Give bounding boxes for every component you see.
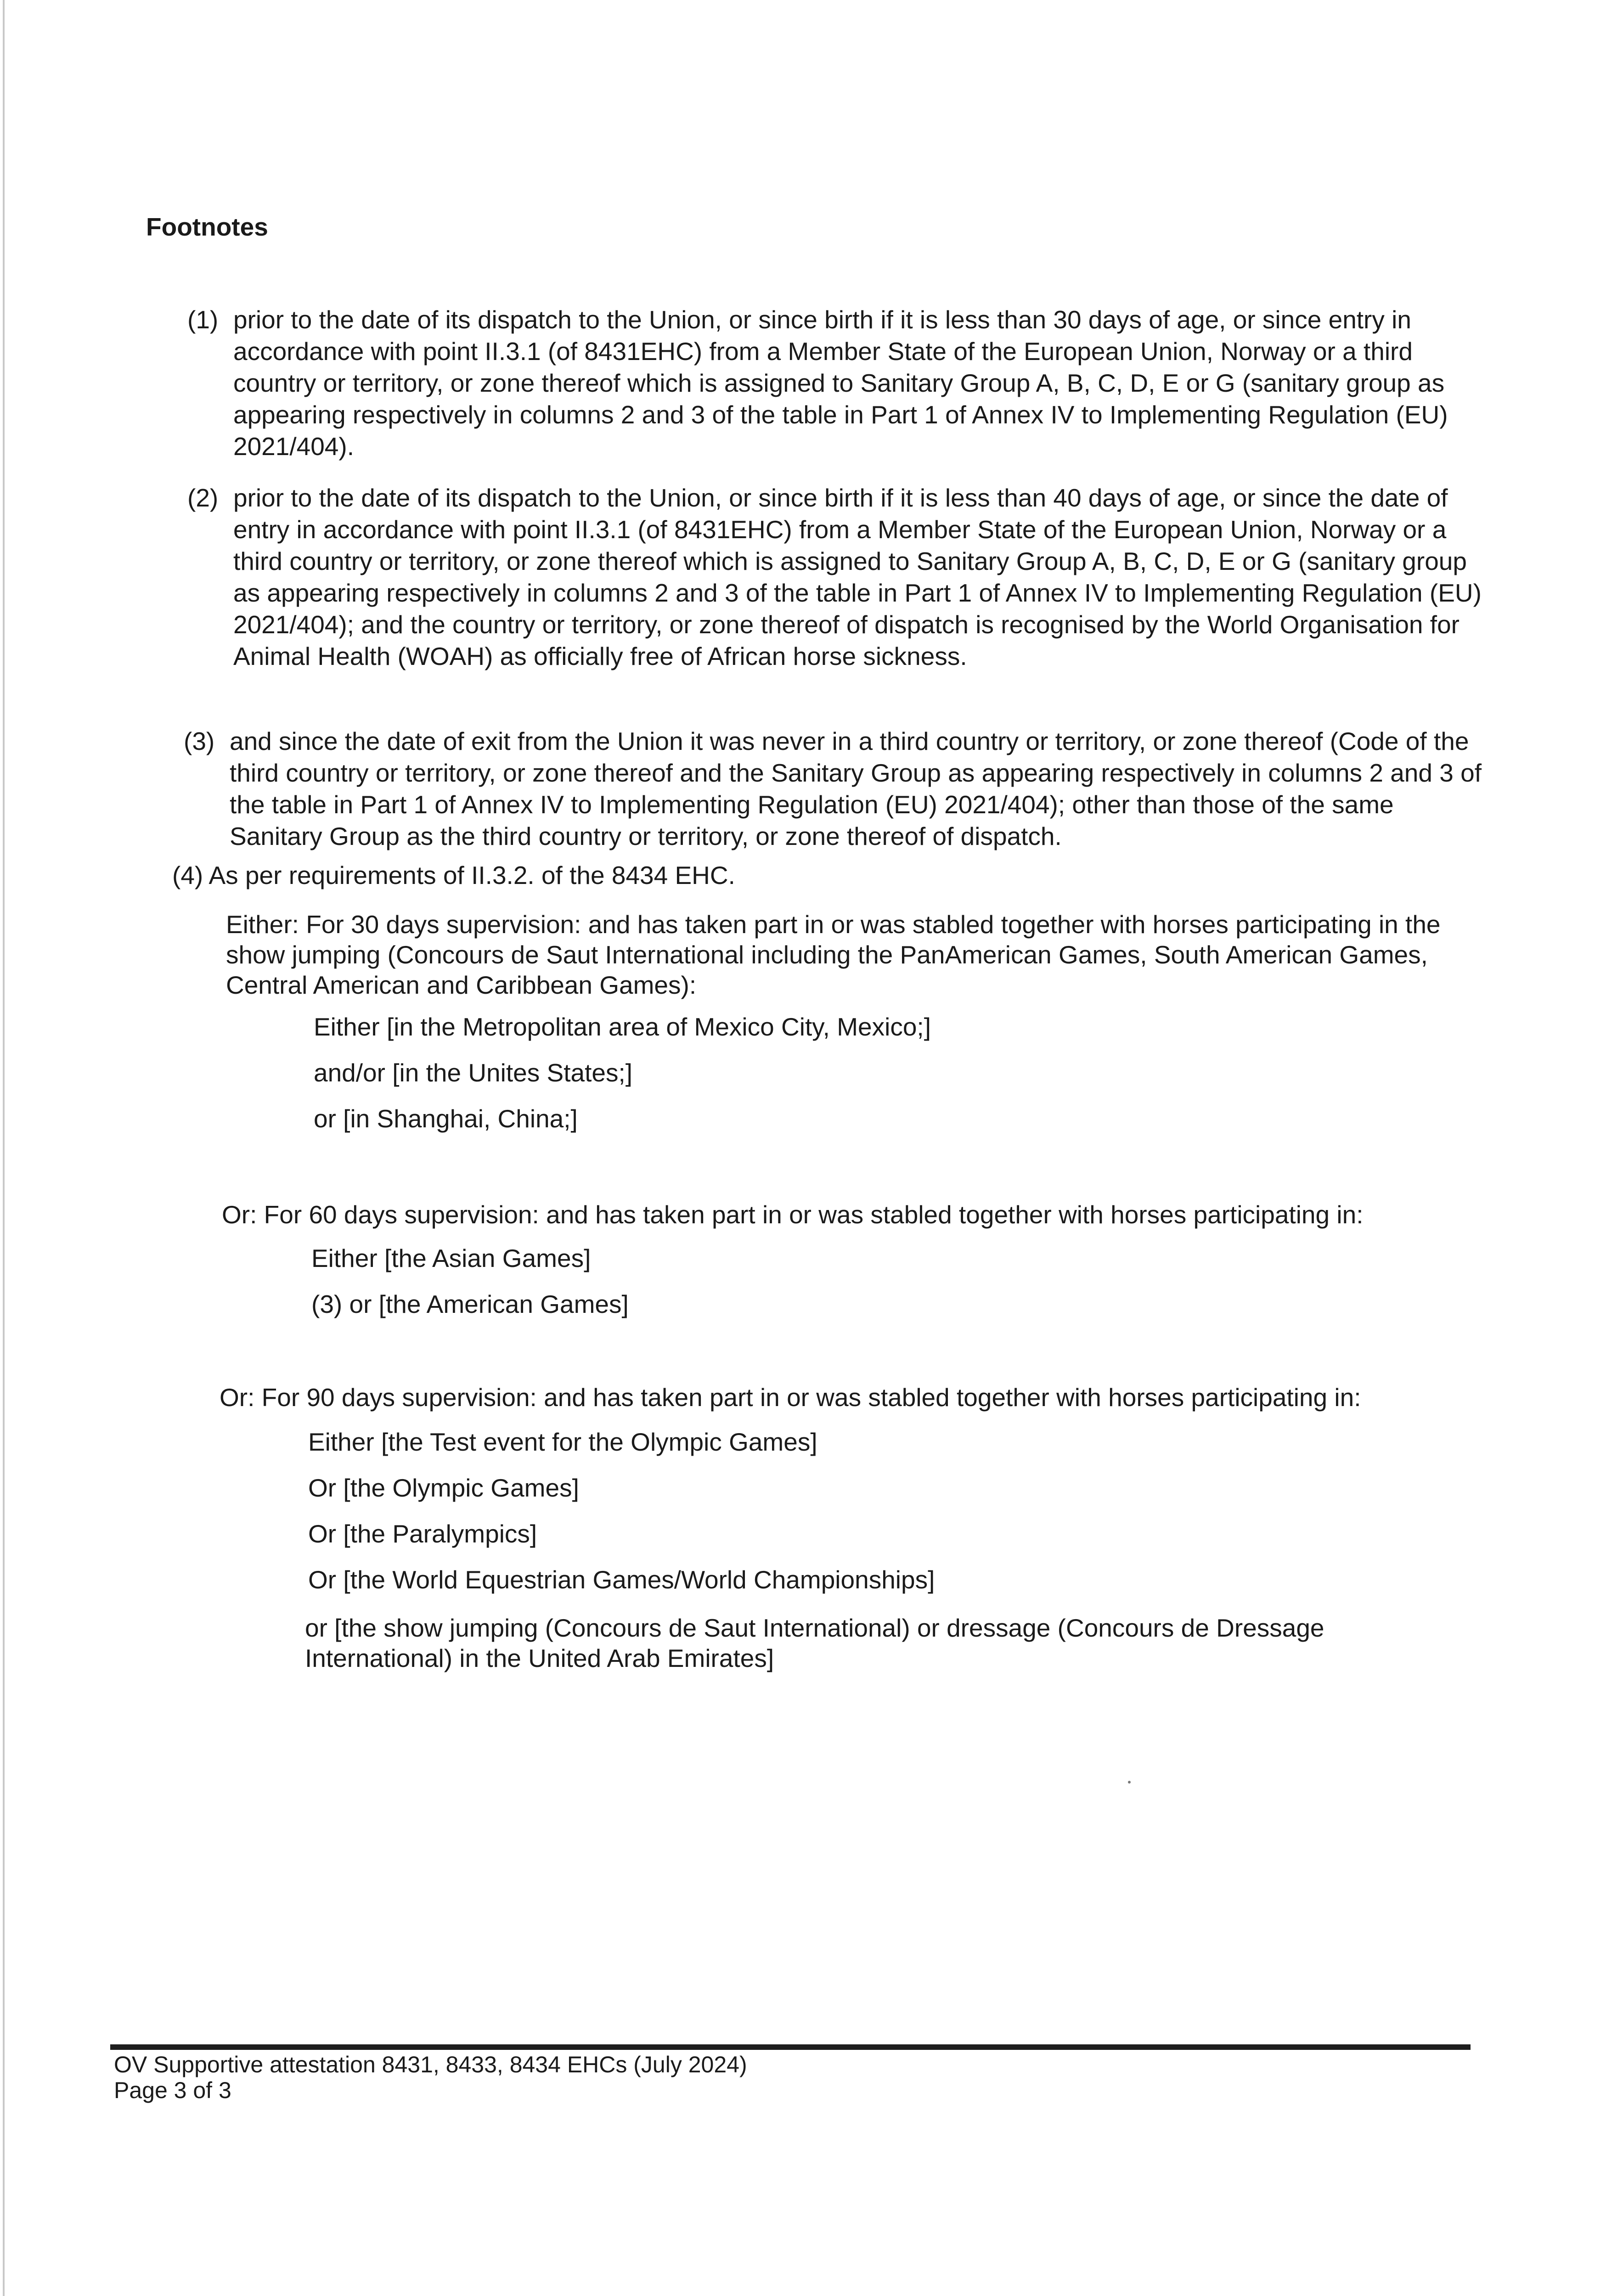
list-item-60-days: Either [the Asian Games] — [311, 1244, 591, 1272]
list-item-60-days: (3) or [the American Games] — [311, 1290, 629, 1318]
footnote-4-line: (4) As per requirements of II.3.2. of the 8434 EHC. — [172, 861, 735, 889]
list-item-30-days: Either [in the Metropolitan area of Mexico City, Mexico;] — [314, 1013, 931, 1041]
footnote-2-text: prior to the date of its dispatch to the Union, or since birth if it is less than 40 days of age, or since the date of entry in accordance with point II.3.1 (of 8431EHC) from a Member State of the European Union, Norway or a third country or territory, or zone thereof which is assigned to Sanitary Group A, B, C, D, E or G (sanitary group as appearing respectively in columns 2 and 3 of the table in Part 1 of Annex IV to Implementing Regulation (EU) 2021/404); and the country or territory, or zone thereof of dispatch is recognised by the World Organisation for Animal Health (WOAH) as officially free of African horse sickness. — [233, 484, 1482, 670]
list-item-90-days: Either [the Test event for the Olympic Games] — [308, 1428, 817, 1456]
footer-rule — [110, 2044, 1471, 2050]
footnote-2-number: (2) — [187, 484, 219, 512]
scan-speck — [1128, 1781, 1131, 1784]
footnote-1-text: prior to the date of its dispatch to the Union, or since birth if it is less than 30 days of age, or since entry in accordance with point II.3.1 (of 8431EHC) from a Member State of the European Union, Norway or a third country or territory, or zone thereof which is assigned to Sanitary Group A, B, C, D, E or G (sanitary group as appearing respectively in columns 2 and 3 of the table in Part 1 of Annex IV to Implementing Regulation (EU) 2021/404). — [233, 305, 1448, 461]
footnote-3 — [184, 726, 1487, 852]
footnote-3-number: (3) — [184, 727, 215, 755]
footnote-4-either-30-days: Either: For 30 days supervision: and has taken part in or was stabled together with horses participating in the show jumping (Concours de Saut International including the PanAmerican Games, South American Games, Central American and Caribbean Games): — [226, 910, 1441, 999]
footer-document-title: OV Supportive attestation 8431, 8433, 8434 EHCs (July 2024) — [114, 2052, 747, 2077]
list-item-90-days: Or [the Olympic Games] — [308, 1474, 579, 1502]
footnote-3-text: and since the date of exit from the Union it was never in a third country or territory, or zone thereof (Code of the third country or territory, or zone thereof and the Sanitary Group as appearing respectively in columns 2 and 3 of the table in Part 1 of Annex IV to Implementing Regulation (EU) 2021/404); other than those of the same Sanitary Group as the third country or territory, or zone thereof of dispatch. — [230, 727, 1482, 850]
footnote-1 — [187, 304, 1487, 462]
list-item-90-days: or [the show jumping (Concours de Saut International) or dressage (Concours de Dressage International) in the United Arab Emirates] — [305, 1614, 1324, 1672]
footnote-4-or-90-days: Or: For 90 days supervision: and has taken part in or was stabled together with horses participating in: — [220, 1383, 1361, 1412]
list-item-30-days: or [in Shanghai, China;] — [314, 1104, 578, 1133]
footnote-2 — [187, 482, 1487, 672]
scan-edge-line — [3, 0, 5, 2296]
list-item-30-days: and/or [in the Unites States;] — [314, 1058, 632, 1087]
footnote-4-or-60-days: Or: For 60 days supervision: and has taken part in or was stabled together with horses participating in: — [222, 1200, 1364, 1229]
list-item-90-days: Or [the Paralympics] — [308, 1519, 537, 1548]
footnotes-heading: Footnotes — [146, 213, 268, 241]
footnote-1-number: (1) — [187, 305, 219, 334]
footer-page-number: Page 3 of 3 — [114, 2077, 231, 2103]
page-footer — [114, 2052, 747, 2103]
list-item-90-days: Or [the World Equestrian Games/World Championships] — [308, 1565, 935, 1594]
